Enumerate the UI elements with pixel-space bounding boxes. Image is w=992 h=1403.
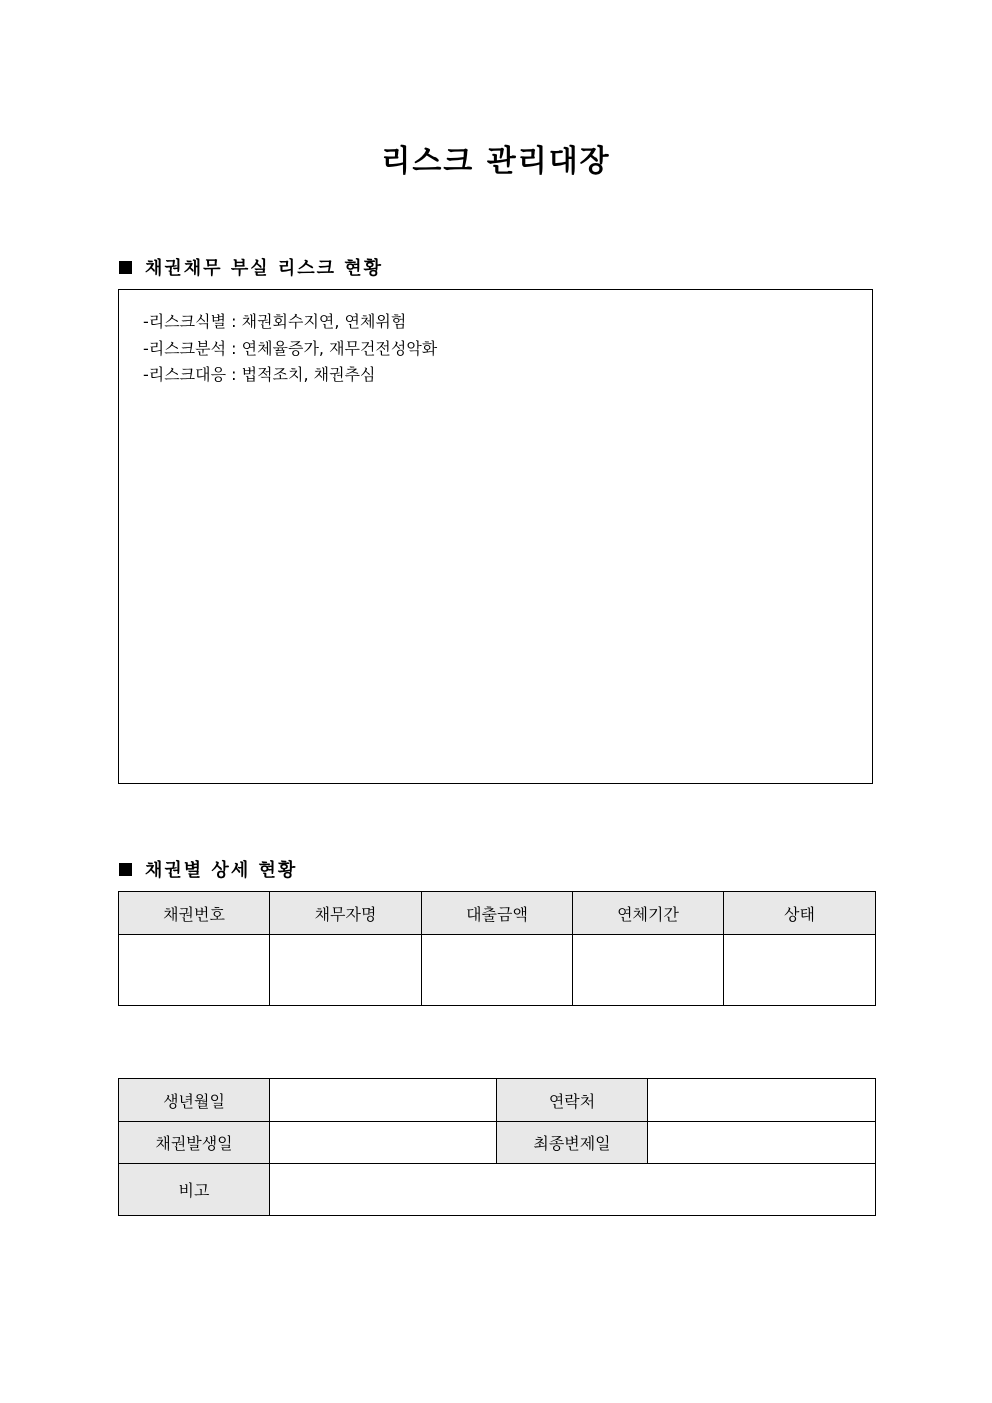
column-header-status: 상태 — [724, 892, 876, 935]
risk-response-line: -리스크대응 : 법적조치, 채권추심 — [143, 365, 376, 384]
remarks-label: 비고 — [119, 1164, 270, 1216]
debtor-name-cell[interactable] — [270, 935, 422, 1006]
section-heading-bond-detail — [119, 856, 297, 882]
section-heading-risk-status — [119, 254, 383, 280]
birth-date-label: 생년월일 — [119, 1079, 270, 1122]
column-header-debtor-name: 채무자명 — [270, 892, 422, 935]
table-row — [119, 1079, 876, 1122]
column-header-loan-amount: 대출금액 — [422, 892, 573, 935]
black-square-icon — [119, 261, 132, 274]
last-payment-date-field[interactable] — [648, 1122, 876, 1164]
page-title: 리스크 관리대장 — [381, 144, 611, 179]
section-heading-label: 채권채무 부실 리스크 현황 — [145, 258, 384, 279]
column-header-overdue-period: 연체기간 — [573, 892, 724, 935]
column-header-bond-number: 채권번호 — [119, 892, 270, 935]
contact-field[interactable] — [648, 1079, 876, 1122]
remarks-field[interactable] — [270, 1164, 876, 1216]
bond-detail-table — [118, 891, 876, 1006]
issue-date-field[interactable] — [270, 1122, 497, 1164]
table-row — [119, 935, 876, 1006]
loan-amount-cell[interactable] — [422, 935, 573, 1006]
overdue-period-cell[interactable] — [573, 935, 724, 1006]
birth-date-field[interactable] — [270, 1079, 497, 1122]
debtor-info-table — [118, 1078, 876, 1216]
last-payment-date-label: 최종변제일 — [497, 1122, 648, 1164]
table-row — [119, 1164, 876, 1216]
risk-identification-line: -리스크식별 : 채권회수지연, 연체위험 — [143, 312, 407, 331]
contact-label: 연락처 — [497, 1079, 648, 1122]
risk-summary-box — [118, 289, 873, 784]
issue-date-label: 채권발생일 — [119, 1122, 270, 1164]
section-heading-label: 채권별 상세 현황 — [145, 860, 298, 881]
black-square-icon — [119, 863, 132, 876]
status-cell[interactable] — [724, 935, 876, 1006]
table-header-row — [119, 892, 876, 935]
bond-number-cell[interactable] — [119, 935, 270, 1006]
risk-analysis-line: -리스크분석 : 연체율증가, 재무건전성악화 — [143, 338, 438, 358]
table-row — [119, 1122, 876, 1164]
